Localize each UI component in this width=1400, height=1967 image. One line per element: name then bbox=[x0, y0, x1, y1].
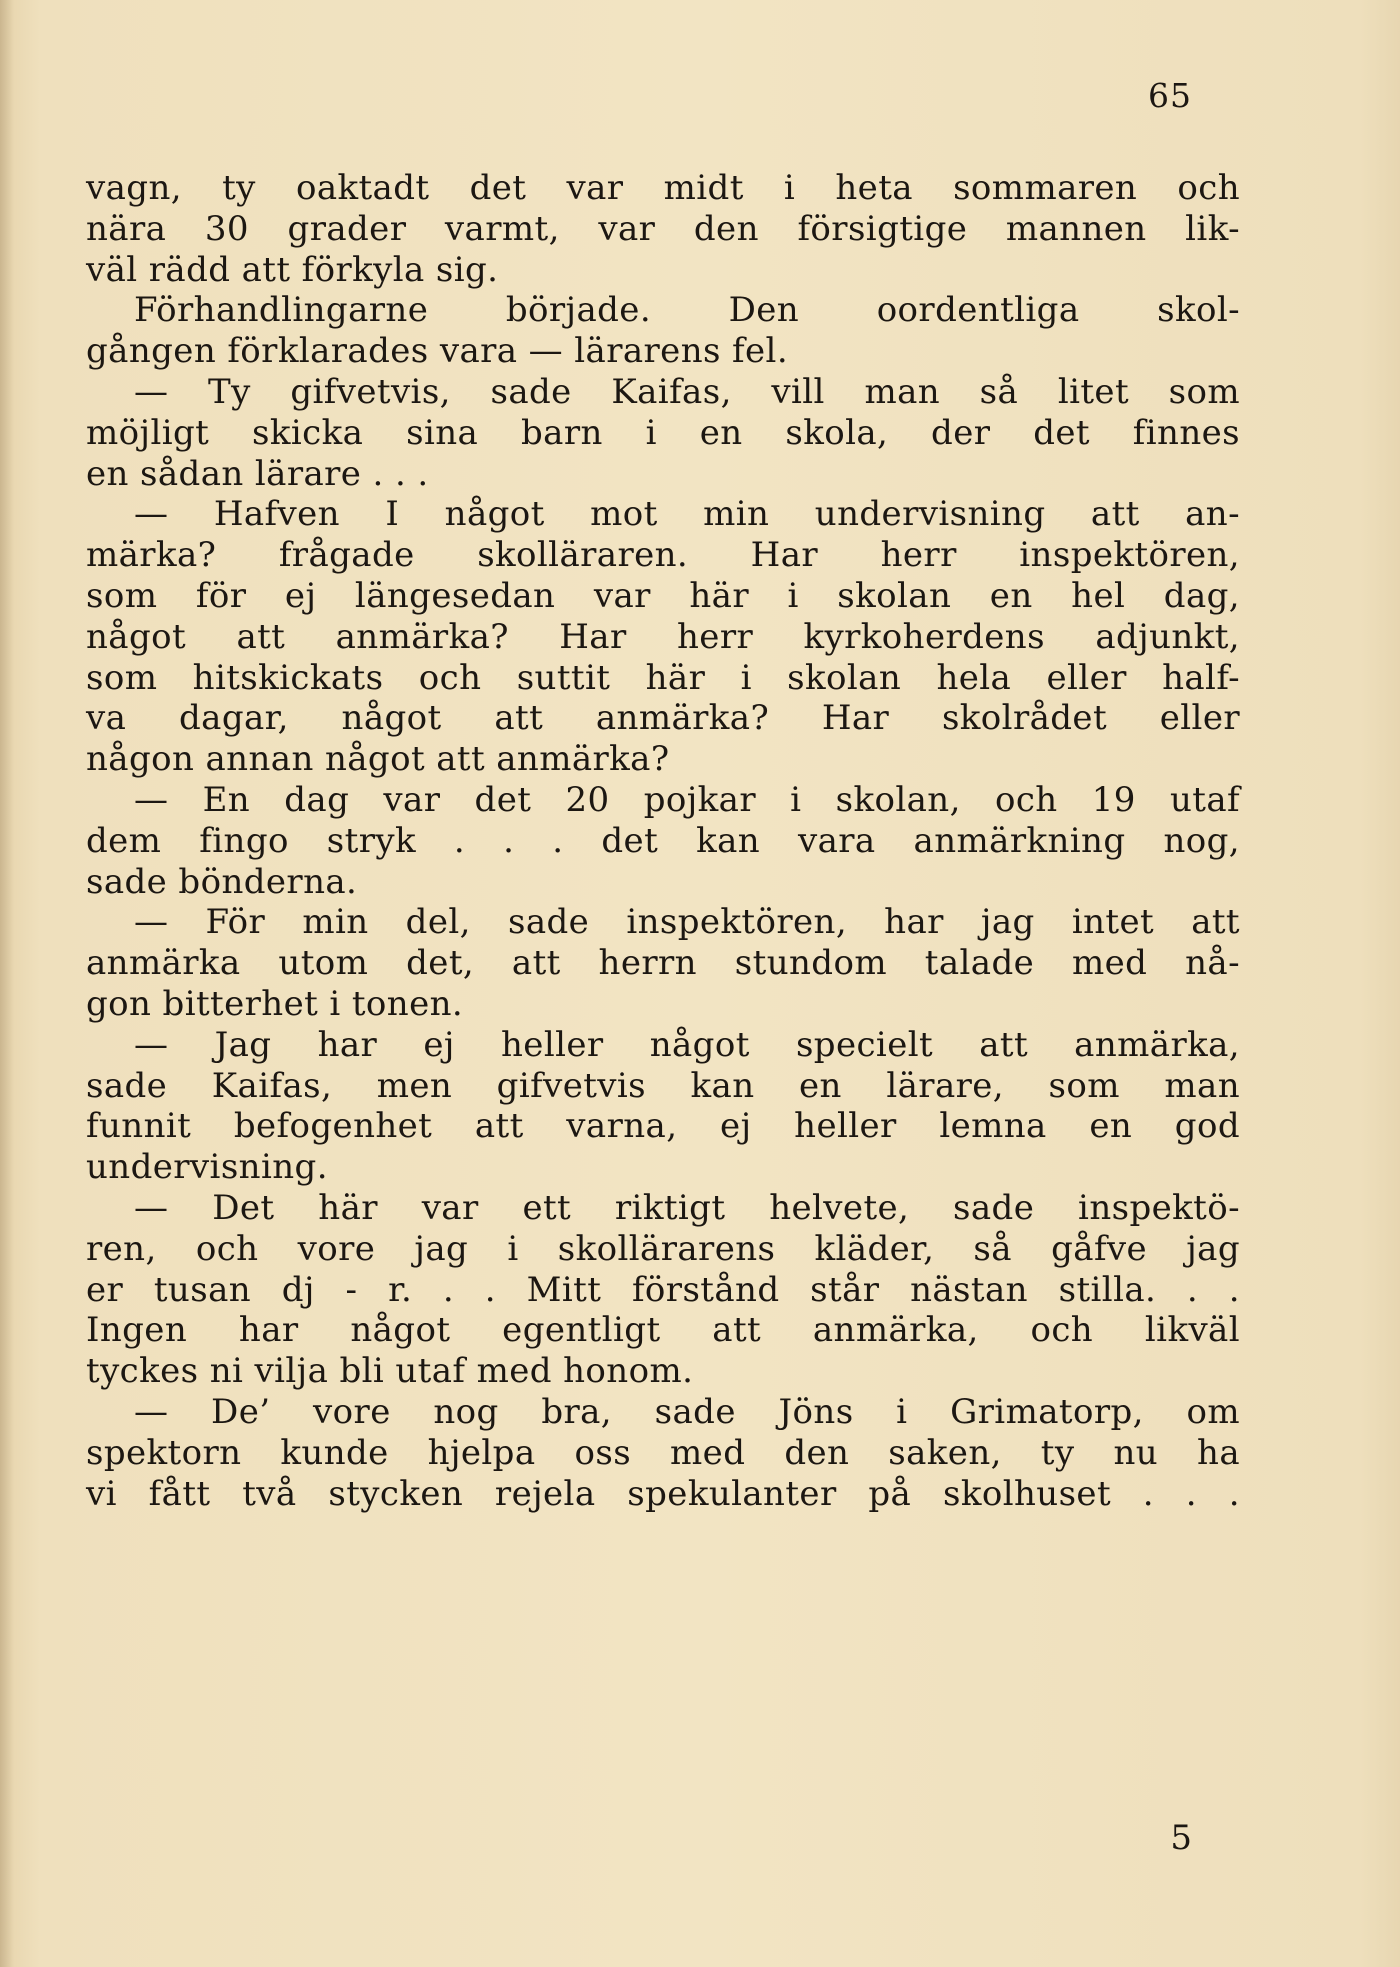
text-line: va dagar, något att anmärka? Har skolrådet eller bbox=[86, 698, 1240, 739]
page-number: 65 bbox=[1148, 76, 1192, 115]
signature-mark: 5 bbox=[1170, 1818, 1192, 1858]
text-line: möjligt skicka sina barn i en skola, der det finnes bbox=[86, 412, 1240, 453]
text-line: som hitskickats och suttit här i skolan hela eller half- bbox=[86, 657, 1240, 698]
text-line: — Ty gifvetvis, sade Kaifas, vill man så litet som bbox=[134, 371, 1240, 412]
text-line: gången förklarades vara — lärarens fel. bbox=[86, 331, 789, 372]
text-line: — En dag var det 20 pojkar i skolan, och 19 utaf bbox=[134, 779, 1240, 820]
text-line: Förhandlingarne började. Den oordentliga skol- bbox=[134, 290, 1240, 331]
text-line: tyckes ni vilja bli utaf med honom. bbox=[86, 1351, 694, 1392]
text-line: ren, och vore jag i skollärarens kläder, så gåfve jag bbox=[86, 1228, 1240, 1269]
body-text bbox=[86, 168, 1240, 1514]
text-line: märka? frågade skolläraren. Har herr inspektören, bbox=[86, 535, 1240, 576]
text-line: sade bönderna. bbox=[86, 861, 358, 902]
text-line: anmärka utom det, att herrn stundom talade med nå- bbox=[86, 943, 1240, 984]
text-line: sade Kaifas, men gifvetvis kan en lärare, som man bbox=[86, 1065, 1240, 1106]
spine-shadow bbox=[0, 0, 14, 1967]
text-line: som för ej längesedan var här i skolan en hel dag, bbox=[86, 575, 1240, 616]
text-line: vagn, ty oaktadt det var midt i heta sommaren och bbox=[86, 168, 1240, 208]
text-line: undervisning. bbox=[86, 1147, 328, 1188]
text-line: spektorn kunde hjelpa oss med den saken, ty nu ha bbox=[86, 1432, 1240, 1473]
text-line: funnit befogenhet att varna, ej heller lemna en god bbox=[86, 1106, 1240, 1147]
text-line: — Jag har ej heller något specielt att anmärka, bbox=[134, 1024, 1240, 1065]
text-line: något att anmärka? Har herr kyrkoherdens adjunkt, bbox=[86, 616, 1240, 657]
text-line: — Hafven I något mot min undervisning att an- bbox=[134, 494, 1240, 535]
text-line: en sådan lärare . . . bbox=[86, 453, 429, 494]
text-line: gon bitterhet i tonen. bbox=[86, 983, 464, 1024]
text-line: — Det här var ett riktigt helvete, sade inspektö- bbox=[134, 1187, 1240, 1228]
text-line: väl rädd att förkyla sig. bbox=[86, 249, 499, 290]
text-line: — De’ vore nog bra, sade Jöns i Grimatorp, om bbox=[134, 1391, 1240, 1432]
text-line: dem fingo stryk . . . det kan vara anmärkning nog, bbox=[86, 820, 1240, 861]
text-line: er tusan dj - r. . . Mitt förstånd står nästan stilla. . . bbox=[86, 1269, 1240, 1310]
text-line: nära 30 grader varmt, var den försigtige mannen lik- bbox=[86, 208, 1240, 249]
text-line: någon annan något att anmärka? bbox=[86, 739, 670, 780]
text-line: — För min del, sade inspektören, har jag intet att bbox=[134, 902, 1240, 943]
text-line: Ingen har något egentligt att anmärka, och likväl bbox=[86, 1310, 1240, 1351]
text-line: vi fått två stycken rejela spekulanter på skolhuset . . . bbox=[86, 1473, 1240, 1514]
